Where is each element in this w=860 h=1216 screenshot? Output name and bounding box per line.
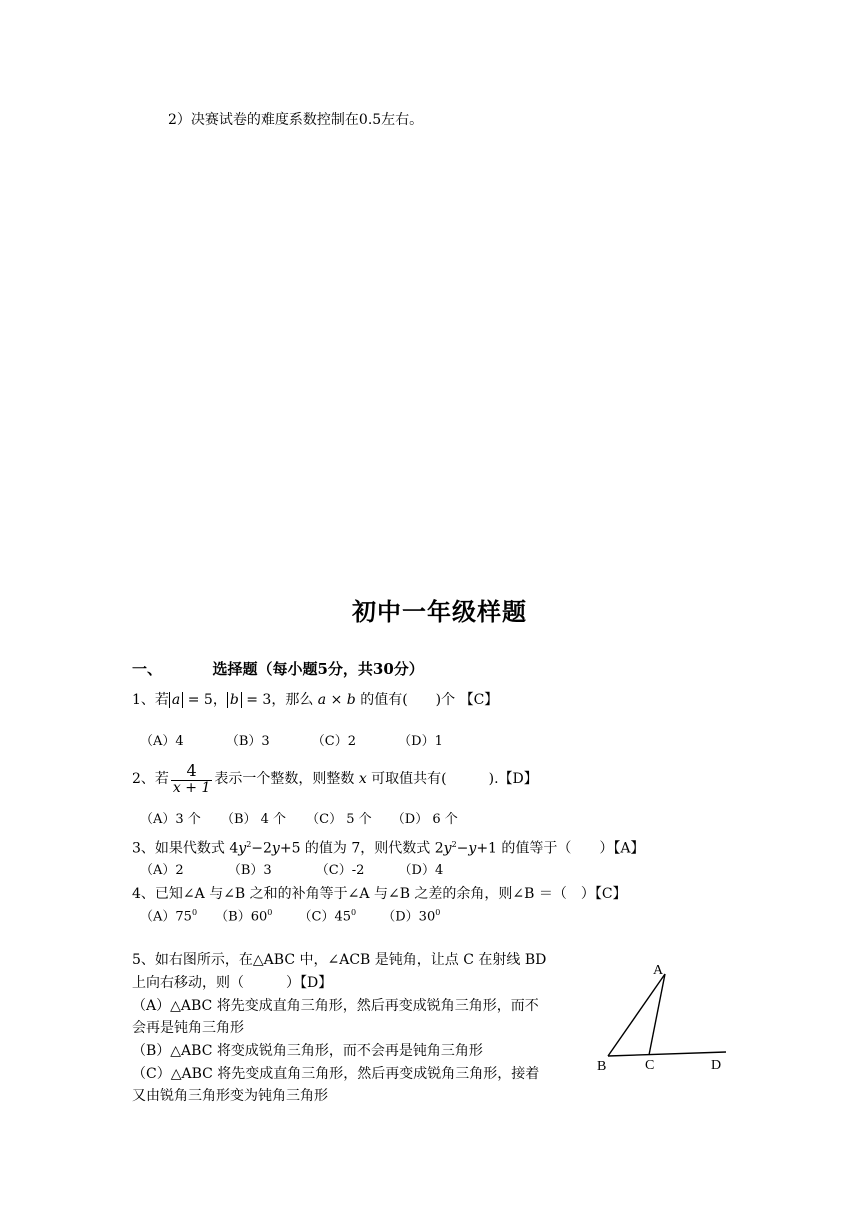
section-label: 选择题（每小题5分，共30分） — [212, 660, 424, 678]
q1-answer: 【C】 — [459, 692, 499, 708]
q4-text: 4、已知∠A 与∠B 之和的补角等于∠A 与∠B 之差的余角，则∠B ＝（ ） — [132, 886, 595, 902]
q4-degree-c: 0 — [351, 908, 357, 917]
section-heading — [132, 660, 424, 678]
q1-option-b: （B）3 — [225, 734, 270, 749]
q4-options — [140, 908, 440, 925]
q2-fraction — [171, 762, 212, 796]
q4-option-b: （B）60 — [215, 909, 268, 925]
q3-option-a: （A）2 — [140, 863, 184, 878]
q1-abs-b: b — [227, 692, 242, 708]
question-1 — [132, 692, 498, 709]
q3-s1: 2 — [246, 840, 252, 849]
top-note: 2）决赛试卷的难度系数控制在0.5左右。 — [168, 112, 424, 128]
q5-option-b: （B）△ABC 将变成锐角三角形，而不会再是钝角三角形 — [132, 1043, 483, 1059]
q2-answer: 【D】 — [498, 770, 538, 787]
q4-option-d: （D）30 — [382, 909, 436, 925]
q3-p1: 3、如果代数式 4 — [132, 840, 239, 857]
q1-mid2: ，那么 — [271, 692, 314, 708]
triangle-figure — [590, 958, 740, 1076]
q1-pre: 1、若 — [132, 692, 169, 708]
q5-answer: 【D】 — [300, 975, 333, 991]
q5-option-a-line-2: 会再是钝角三角形 — [132, 1020, 244, 1036]
q2-option-d: （D） 6 个 — [391, 812, 458, 827]
label-D: D — [711, 1058, 722, 1073]
q5-line2-text: 上向右移动，则（ ） — [132, 975, 300, 991]
q4-option-a: （A）75 — [140, 909, 192, 925]
q4-degree-b: 0 — [267, 908, 273, 917]
q4-degree-d: 0 — [435, 908, 441, 917]
q2-option-b: （B） 4 个 — [220, 812, 287, 827]
q3-p2: −2 — [251, 840, 272, 857]
label-A: A — [653, 963, 664, 978]
q1-expr: a × b — [317, 692, 356, 708]
q1-option-c: （C）2 — [311, 734, 356, 749]
ray-BD — [608, 1052, 726, 1056]
q3-v2: y — [271, 840, 280, 857]
q3-v1: y — [238, 840, 247, 857]
q3-option-b: （B）3 — [227, 863, 272, 878]
q4-answer: 【C】 — [594, 886, 627, 902]
q2-pre: 2、若 — [132, 770, 169, 787]
question-2 — [132, 762, 538, 796]
q3-p5: +1 的值等于（ ） — [476, 840, 614, 857]
label-C: C — [645, 1058, 655, 1073]
q1-b-val: = 3 — [246, 692, 272, 708]
question-4 — [132, 886, 627, 903]
q5-line-1: 5、如右图所示，在△ABC 中，∠ACB 是钝角，让点 C 在射线 BD — [132, 952, 547, 968]
q5-option-a-line-1: （A）△ABC 将先变成直角三角形，然后再变成锐角三角形，而不 — [132, 998, 539, 1014]
label-B: B — [597, 1059, 607, 1074]
q1-abs-a: a — [169, 692, 183, 708]
q2-var: x — [358, 770, 367, 787]
q3-p4: − — [456, 840, 469, 857]
q1-options — [140, 734, 443, 750]
q3-p3: +5 的值为 7，则代数式 2 — [279, 840, 444, 857]
q1-a-val: = 5 — [187, 692, 213, 708]
q2-numerator: 4 — [186, 761, 197, 780]
q3-v3: y — [443, 840, 452, 857]
q2-option-c: （C） 5 个 — [306, 812, 372, 827]
q2-post-b: 可取值共有( ). — [371, 770, 499, 787]
q3-answer: 【A】 — [613, 840, 645, 857]
section-number: 一、 — [132, 660, 163, 678]
q3-option-d: （D）4 — [398, 863, 444, 878]
q5-option-c-line-1: （C）△ABC 将先变成直角三角形，然后再变成锐角三角形，接着 — [132, 1066, 540, 1082]
q2-denominator: x + 1 — [172, 779, 211, 796]
q1-mid1: ， — [212, 692, 227, 708]
q1-post: 的值有( )个 — [360, 692, 456, 708]
q4-degree-a: 0 — [191, 908, 198, 917]
q3-v4: y — [468, 840, 477, 857]
q1-option-a: （A）4 — [140, 734, 184, 749]
q1-option-d: （D）1 — [398, 734, 443, 749]
question-3 — [132, 840, 645, 857]
q4-option-c: （C）45 — [298, 909, 352, 925]
q3-options — [140, 863, 443, 879]
q2-post-a: 表示一个整数，则整数 — [214, 770, 355, 787]
q5-option-c-line-2: 又由锐角三角形变为钝角三角形 — [132, 1088, 328, 1104]
q5-line-2 — [132, 975, 332, 992]
q3-s2: 2 — [451, 840, 457, 849]
q2-option-a: （A）3 个 — [140, 812, 201, 827]
q3-option-c: （C）-2 — [315, 863, 365, 878]
q2-options — [140, 812, 458, 828]
page-title: 初中一年级样题 — [352, 597, 527, 626]
